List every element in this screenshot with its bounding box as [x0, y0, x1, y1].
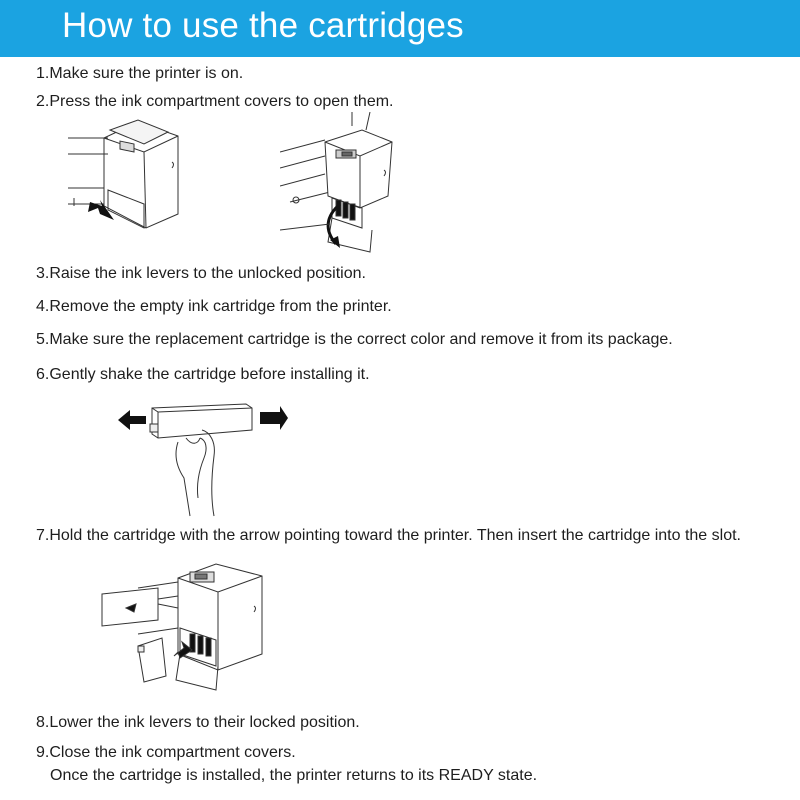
step-4-text: 4.Remove the empty ink cartridge from the printer. [36, 298, 392, 315]
step-6-text: 6.Gently shake the cartridge before installing it. [36, 366, 370, 383]
step-3-text: 3.Raise the ink levers to the unlocked position. [36, 265, 366, 282]
ready-state-note: Once the cartridge is installed, the printer returns to its READY state. [50, 767, 538, 784]
press-cover-illustration [68, 118, 198, 233]
step-2-text: 2.Press the ink compartment covers to open them. [36, 93, 394, 110]
step-5-text: 5.Make sure the replacement cartridge is the correct color and remove it from its package. [36, 331, 673, 348]
open-cover-illustration [280, 112, 395, 262]
step-8-text: 8.Lower the ink levers to their locked position. [36, 714, 360, 731]
step-1-text: 1.Make sure the printer is on. [36, 65, 244, 82]
page-title: How to use the cartridges [62, 6, 464, 45]
step-9-text: 9.Close the ink compartment covers. [36, 744, 296, 761]
step-7-text: 7.Hold the cartridge with the arrow pointing toward the printer. Then insert the cartridge into the slot. [36, 527, 741, 544]
title-banner [0, 0, 800, 57]
insert-cartridge-illustration [98, 558, 273, 713]
shake-cartridge-illustration [118, 398, 288, 518]
